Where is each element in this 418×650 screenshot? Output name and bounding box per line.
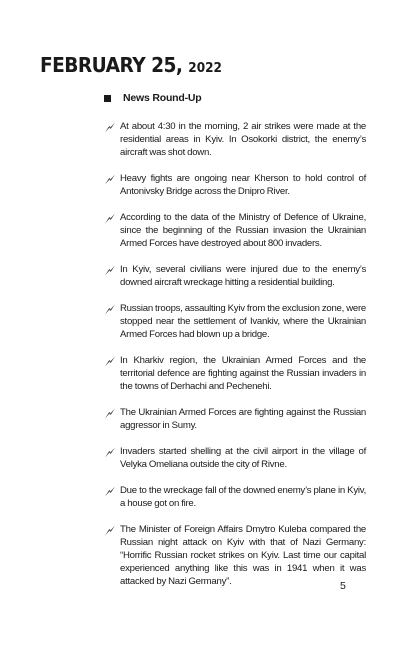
lightning-bolt-icon	[104, 265, 120, 277]
lightning-bolt-icon	[104, 304, 120, 316]
list-item	[104, 172, 366, 198]
list-item-text: In Kharkiv region, the Ukrainian Armed Forces and the territorial defence are fighting against the Russian invaders in the towns of Derhachi and Pechenehi.	[120, 355, 366, 392]
list-item	[104, 211, 366, 250]
date-heading	[40, 52, 222, 82]
list-item-text: Heavy fights are ongoing near Kherson to hold control of Antonivsky Bridge across the Dnipro River.	[120, 173, 366, 197]
list-item-text: The Minister of Foreign Affairs Dmytro Kuleba compared the Russian night attack on Kyiv with that of Nazi Germany: “Horrific Russian rocket strikes on Kyiv. Last time our capital experienced anything like this was in 1941 when it was attacked by Nazi Germany”.	[120, 524, 366, 587]
list-item	[104, 263, 366, 289]
list-item	[104, 523, 366, 588]
lightning-bolt-icon	[104, 213, 120, 225]
page-number: 5	[340, 580, 346, 592]
list-item	[104, 354, 366, 393]
lightning-bolt-icon	[104, 408, 120, 420]
lightning-bolt-icon	[104, 122, 120, 134]
list-item	[104, 302, 366, 341]
section-title: News Round-Up	[123, 92, 202, 104]
list-item	[104, 406, 366, 432]
lightning-bolt-icon	[104, 486, 120, 498]
list-item-text: Russian troops, assaulting Kyiv from the exclusion zone, were stopped near the settlement of Ivankiv, where the Ukrainian Armed Forces had blown up a bridge.	[120, 303, 366, 340]
list-item-text: Invaders started shelling at the civil airport in the village of Velyka Omeliana outside the city of Rivne.	[120, 446, 366, 470]
section-header	[104, 92, 201, 104]
lightning-bolt-icon	[104, 525, 120, 537]
list-item	[104, 484, 366, 510]
lightning-bolt-icon	[104, 356, 120, 368]
lightning-bolt-icon	[104, 174, 120, 186]
list-item-text: The Ukrainian Armed Forces are fighting against the Russian aggressor in Sumy.	[120, 407, 366, 431]
list-item	[104, 120, 366, 159]
list-item	[104, 445, 366, 471]
date-heading-date: FEBRUARY 25,	[40, 53, 183, 77]
square-bullet-icon	[104, 95, 111, 102]
news-list	[104, 120, 366, 601]
list-item-text: In Kyiv, several civilians were injured due to the enemy’s downed aircraft wreckage hitting a residential building.	[120, 264, 366, 288]
list-item-text: Due to the wreckage fall of the downed enemy’s plane in Kyiv, a house got on fire.	[120, 485, 366, 509]
date-heading-year: 2022	[188, 61, 222, 76]
lightning-bolt-icon	[104, 447, 120, 459]
list-item-text: According to the data of the Ministry of Defence of Ukraine, since the beginning of the Russian invasion the Ukrainian Armed Forces have destroyed about 800 invaders.	[120, 212, 366, 249]
list-item-text: At about 4:30 in the morning, 2 air strikes were made at the residential areas in Kyiv. In Osokorki district, the enemy’s aircraft was shot down.	[120, 121, 366, 158]
